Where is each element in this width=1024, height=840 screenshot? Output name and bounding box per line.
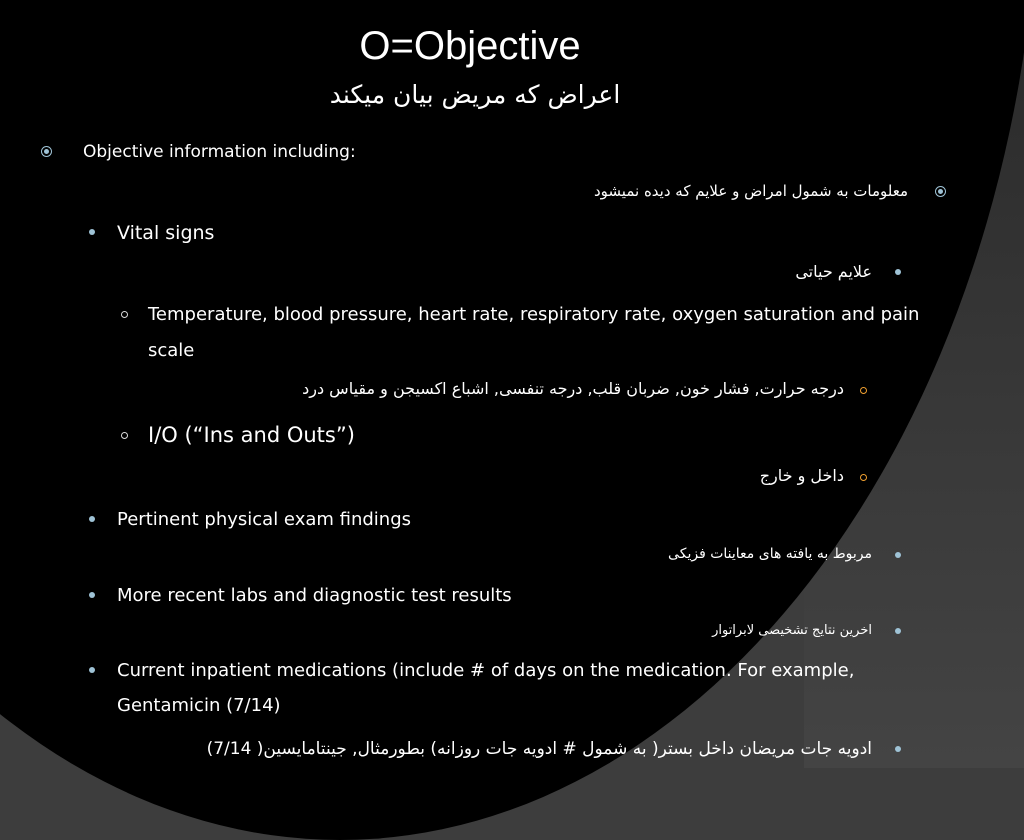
list-item: More recent labs and diagnostic test results xyxy=(117,585,512,606)
list-item: Vital signs xyxy=(117,222,215,244)
list-item-continuation: scale xyxy=(148,340,195,361)
slide-title: O=Objective xyxy=(359,24,581,68)
list-item: مربوط به یافته های معاینات فزیکی xyxy=(668,546,872,562)
list-item: Objective information including: xyxy=(83,142,356,162)
list-item: معلومات به شمول امراض و علایم که دیده نمیشود xyxy=(594,182,908,200)
list-item-continuation: Gentamicin (7/14) xyxy=(117,695,281,716)
list-item: ادویه جات مریضان داخل بستر( به شمول # ادویه جات روزانه) بطورمثال, جینتامایسین( 7/14) xyxy=(206,739,872,759)
ring-bullet-icon xyxy=(121,432,128,439)
dot-bullet-icon xyxy=(89,516,95,522)
list-item: علایم حیاتی xyxy=(795,262,872,281)
dot-bullet-icon xyxy=(89,229,95,235)
list-item: I/O (“Ins and Outs”) xyxy=(148,423,355,447)
dot-bullet-icon xyxy=(895,552,901,558)
ring-bullet-icon xyxy=(860,474,867,481)
list-item: Current inpatient medications (include # of days on the medication. For example, xyxy=(117,660,855,681)
list-item: Temperature, blood pressure, heart rate, respiratory rate, oxygen saturation and pain xyxy=(148,304,920,325)
ring-bullet-icon xyxy=(860,387,867,394)
target-bullet-icon xyxy=(41,146,52,157)
list-item: Pertinent physical exam findings xyxy=(117,509,412,530)
dot-bullet-icon xyxy=(895,628,901,634)
dot-bullet-icon xyxy=(89,592,95,598)
dot-bullet-icon xyxy=(895,269,901,275)
ring-bullet-icon xyxy=(121,311,128,318)
dot-bullet-icon xyxy=(895,746,901,752)
dot-bullet-icon xyxy=(89,667,95,673)
slide-subtitle: اعراض که مریض بیان میکند xyxy=(329,80,621,109)
list-item: درجه حرارت, فشار خون, ضربان قلب, درجه تنفسی, اشباع اکسیجن و مقیاس درد xyxy=(302,379,844,398)
target-bullet-icon xyxy=(935,186,946,197)
list-item: داخل و خارج xyxy=(759,466,844,485)
list-item: اخرین نتایج تشخیصی لابراتوار xyxy=(712,623,872,638)
